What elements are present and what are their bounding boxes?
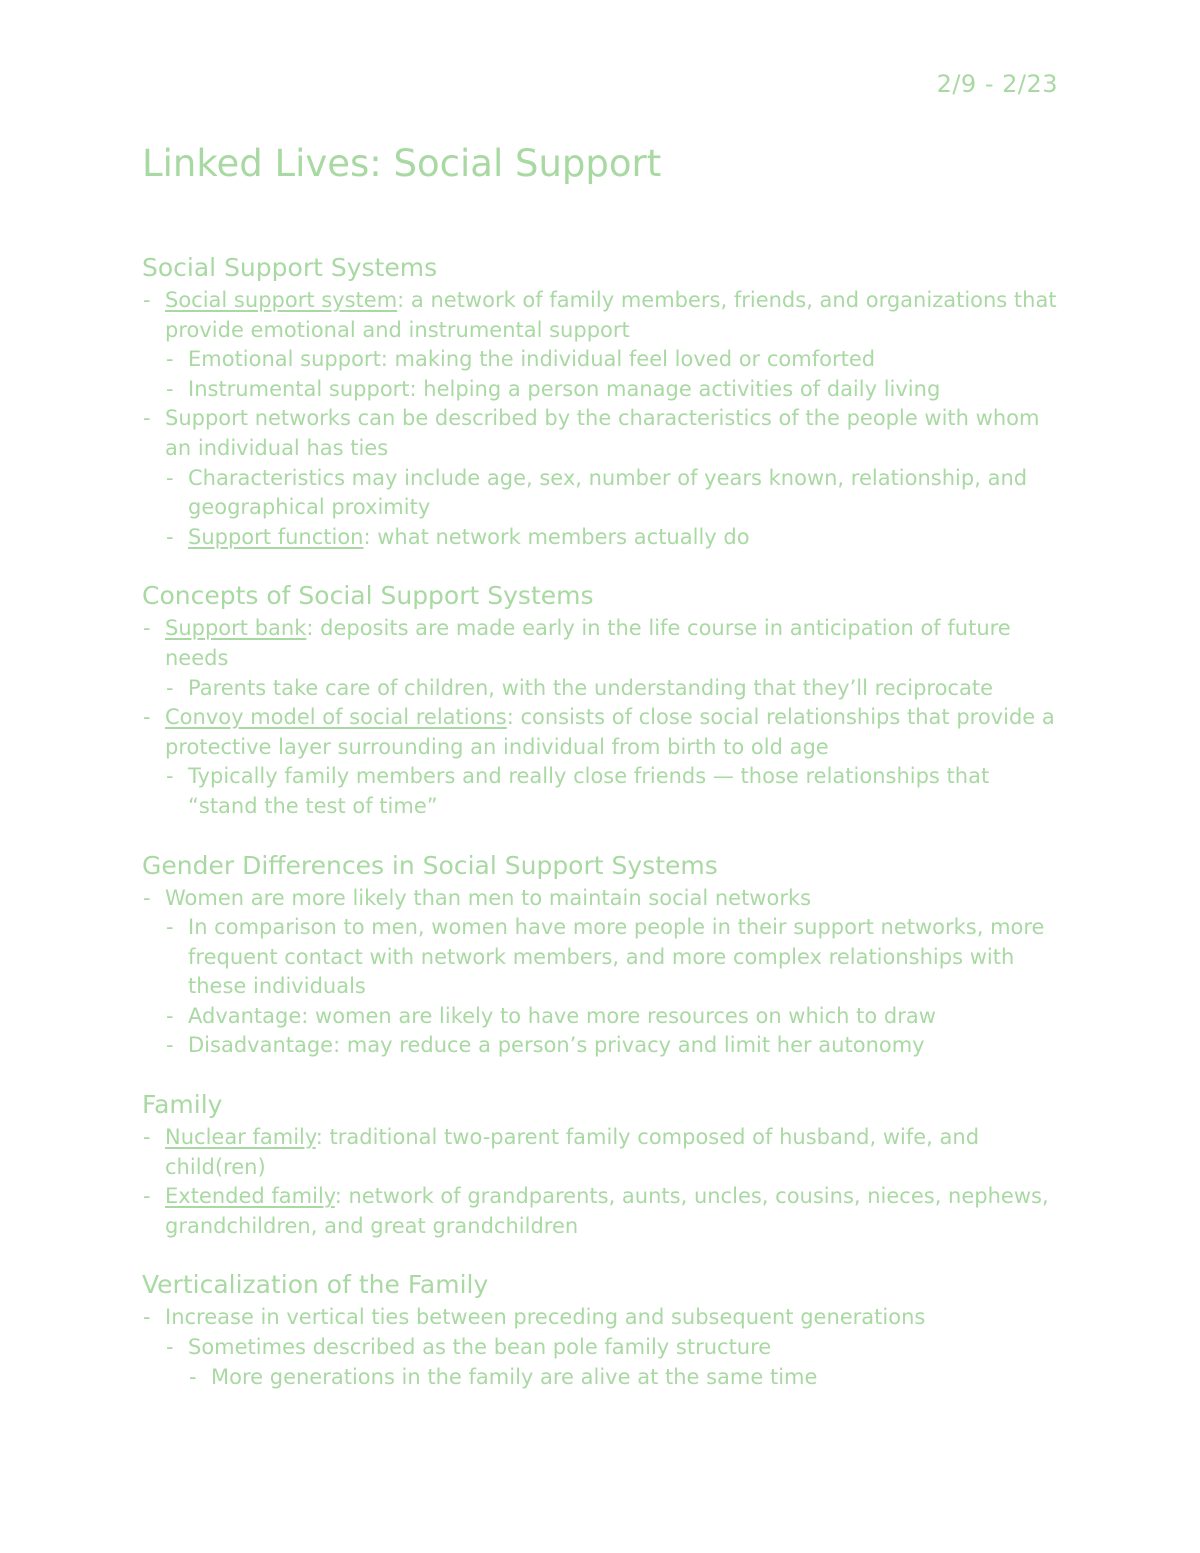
item-text: : traditional two-parent family composed of husband, wife, and child(ren) — [165, 1125, 980, 1179]
date-range: 2/9 - 2/23 — [936, 70, 1058, 98]
list-item — [165, 523, 1062, 553]
list-item — [165, 674, 1062, 704]
bullet-list — [142, 1303, 1062, 1392]
key-term: Nuclear family — [165, 1125, 316, 1150]
list-item — [165, 1002, 1062, 1032]
item-text: Instrumental support: helping a person manage activities of daily living — [188, 376, 941, 401]
key-term: Convoy model of social relations — [165, 705, 507, 730]
list-item — [165, 464, 1062, 523]
section — [142, 850, 1062, 1062]
section-heading: Gender Differences in Social Support Systems — [142, 850, 718, 880]
section-heading: Social Support Systems — [142, 253, 438, 282]
list-item — [165, 1031, 1062, 1061]
list-item — [142, 1303, 1062, 1333]
section — [142, 252, 1062, 552]
list-item — [188, 1363, 1062, 1393]
item-text: Women are more likely than men to maintain social networks — [165, 885, 812, 910]
section-heading: Verticalization of the Family — [142, 1270, 489, 1300]
page-title: Linked Lives: Social Support — [142, 142, 662, 185]
section-heading: Concepts of Social Support Systems — [142, 581, 594, 611]
list-item — [165, 375, 1062, 405]
bullet-list — [142, 884, 1062, 1062]
item-text: Disadvantage: may reduce a person’s privacy and limit her autonomy — [188, 1033, 925, 1058]
key-term: Support bank — [165, 616, 307, 641]
item-text: Increase in vertical ties between preceding and subsequent generations — [165, 1305, 926, 1330]
item-text: : consists of close social relationships that provide a protective layer surrounding an individual from birth to old age — [165, 705, 1055, 759]
list-item — [165, 345, 1062, 375]
list-item — [142, 1123, 1062, 1182]
list-item — [165, 762, 1062, 821]
list-item — [142, 703, 1062, 762]
section — [142, 1269, 1062, 1392]
item-text: Advantage: women are likely to have more resources on which to draw — [188, 1003, 936, 1028]
bullet-list — [142, 614, 1062, 821]
bullet-list — [142, 1123, 1062, 1241]
section — [142, 1089, 1062, 1241]
key-term: Social support system — [165, 288, 398, 312]
list-item — [142, 1182, 1062, 1241]
item-text: In comparison to men, women have more people in their support networks, more frequent contact with network members, and more complex relationships with these individuals — [188, 915, 1045, 999]
bullet-list — [142, 286, 1062, 552]
key-term: Support function — [188, 524, 364, 549]
list-item — [142, 286, 1062, 345]
list-item — [142, 404, 1062, 463]
item-text: Sometimes described as the bean pole family structure — [188, 1335, 772, 1360]
item-text: Parents take care of children, with the understanding that they’ll reciprocate — [188, 675, 993, 700]
section — [142, 580, 1062, 821]
item-text: Emotional support: making the individual feel loved or comforted — [188, 347, 876, 372]
item-text: Support networks can be described by the characteristics of the people with whom an individual has ties — [165, 406, 1040, 460]
item-text: : what network members actually do — [363, 524, 750, 549]
section-heading: Family — [142, 1090, 223, 1120]
list-item — [165, 1333, 1062, 1363]
list-item — [142, 614, 1062, 673]
item-text: Typically family members and really close friends — those relationships that “stand the test of time” — [188, 764, 990, 818]
item-text: More generations in the family are alive at the same time — [211, 1364, 818, 1389]
item-text: : network of grandparents, aunts, uncles, cousins, nieces, nephews, grandchildren, and great grandchildren — [165, 1184, 1049, 1238]
item-text: : a network of family members, friends, and organizations that provide emotional and instrumental support — [165, 288, 1057, 342]
notes-content — [142, 252, 1062, 1420]
list-item — [165, 913, 1062, 1002]
list-item — [142, 884, 1062, 914]
item-text: Characteristics may include age, sex, number of years known, relationship, and geographical proximity — [188, 465, 1028, 520]
item-text: : deposits are made early in the life course in anticipation of future needs — [165, 616, 1011, 670]
key-term: Extended family — [165, 1184, 335, 1209]
